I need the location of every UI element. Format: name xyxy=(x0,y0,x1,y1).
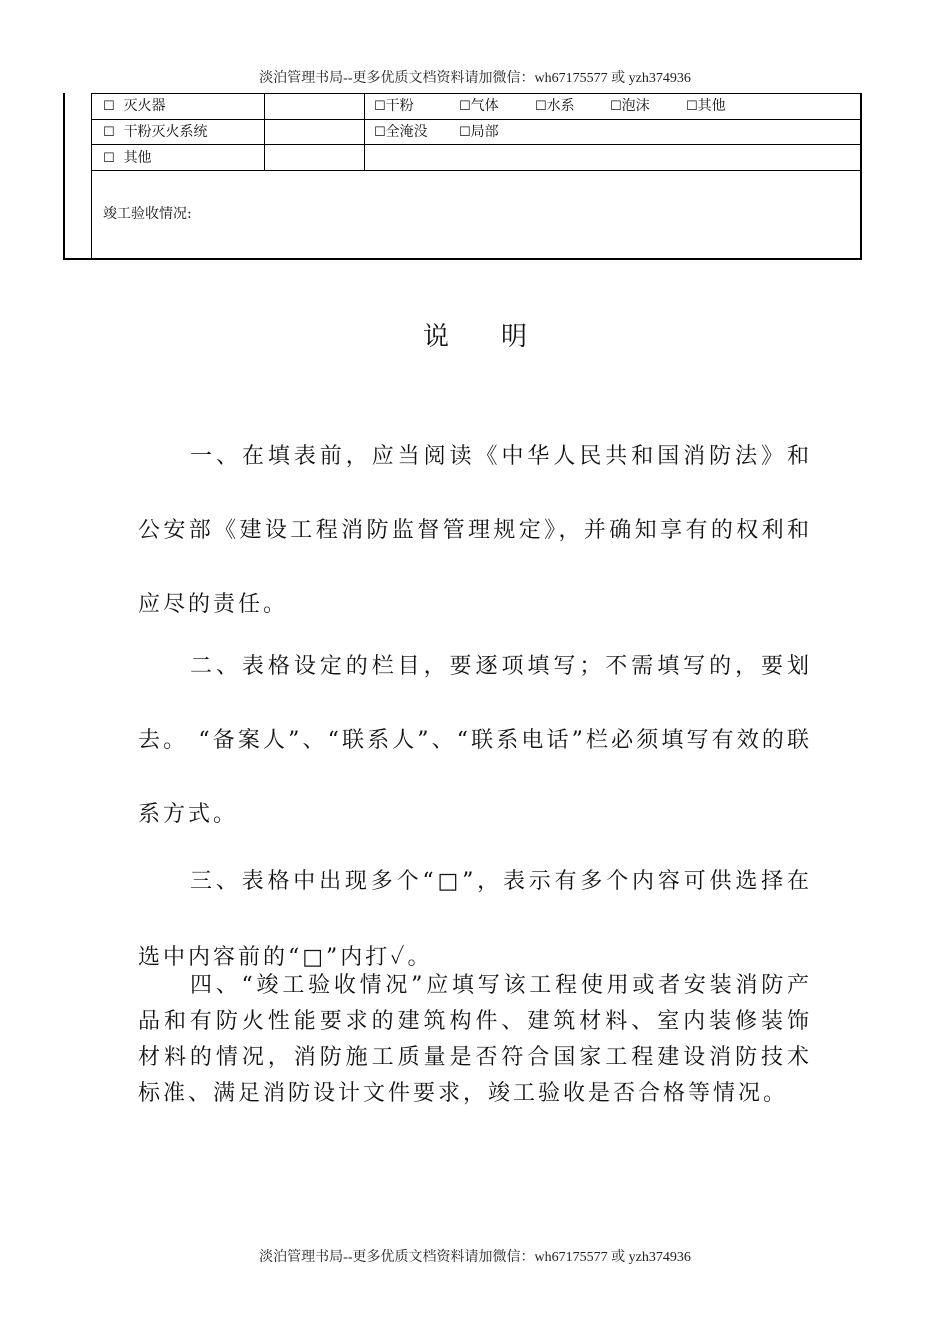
option-water: 水系 xyxy=(546,98,575,114)
checkbox-icon[interactable]: ☐ xyxy=(459,99,471,114)
note-paragraph-4: 四、“竣工验收情况”应填写该工程使用或者安装消防产品和有防火性能要求的建筑构件、建筑材料、室内装修装饰材料的情况，消防施工质量是否符合国家工程建设消防技术标准、满足消防设计文件要求，竣工验收是否合格等情况。 xyxy=(138,973,812,1106)
table-row xyxy=(103,122,208,143)
extinguisher-options xyxy=(374,96,726,117)
dry-powder-system-options xyxy=(374,122,499,143)
note-paragraph-3: 三、表格中出现多个“□”，表示有多个内容可供选择在选中内容前的“□”内打✓。 xyxy=(138,869,812,970)
table-row xyxy=(103,96,166,117)
option-other: 其他 xyxy=(697,98,726,114)
option-total-flooding: 全淹没 xyxy=(385,124,428,140)
page-title: 说明 xyxy=(422,322,579,352)
checkbox-icon[interactable]: ☐ xyxy=(103,99,115,114)
checkbox-icon[interactable]: ☐ xyxy=(103,151,115,166)
checkbox-icon[interactable]: ☐ xyxy=(103,125,115,140)
page-footer: 淡泊管理书局--更多优质文档资料请加微信：wh67175577 或 yzh374936 xyxy=(259,1250,691,1265)
option-dry-powder: 干粉 xyxy=(385,98,414,114)
option-foam: 泡沫 xyxy=(621,98,650,114)
option-gas: 气体 xyxy=(470,98,499,114)
checkbox-icon[interactable]: ☐ xyxy=(686,99,698,114)
acceptance-label: 竣工验收情况: xyxy=(103,206,192,222)
row-label-other: 其他 xyxy=(123,150,152,166)
checkbox-icon[interactable]: ☐ xyxy=(374,125,386,140)
checkbox-icon[interactable]: ☐ xyxy=(610,99,622,114)
note-paragraph-1: 一、在填表前，应当阅读《中华人民共和国消防法》和公安部《建设工程消防监督管理规定》，并确知享有的权利和应尽的责任。 xyxy=(138,444,812,617)
row-label-extinguisher: 灭火器 xyxy=(123,98,166,114)
checkbox-icon[interactable]: ☐ xyxy=(374,99,386,114)
option-local: 局部 xyxy=(470,124,499,140)
note-paragraph-2: 二、表格设定的栏目，要逐项填写；不需填写的，要划去。 “备案人”、“联系人”、“联系电话”栏必须填写有效的联系方式。 xyxy=(138,654,812,827)
checkbox-icon[interactable]: ☐ xyxy=(535,99,547,114)
fire-equipment-table xyxy=(63,93,862,260)
page-header: 淡泊管理书局--更多优质文档资料请加微信：wh67175577 或 yzh374936 xyxy=(259,71,691,86)
table-row xyxy=(103,148,152,169)
row-label-dry-powder-system: 干粉灭火系统 xyxy=(123,124,208,140)
checkbox-icon[interactable]: ☐ xyxy=(459,125,471,140)
